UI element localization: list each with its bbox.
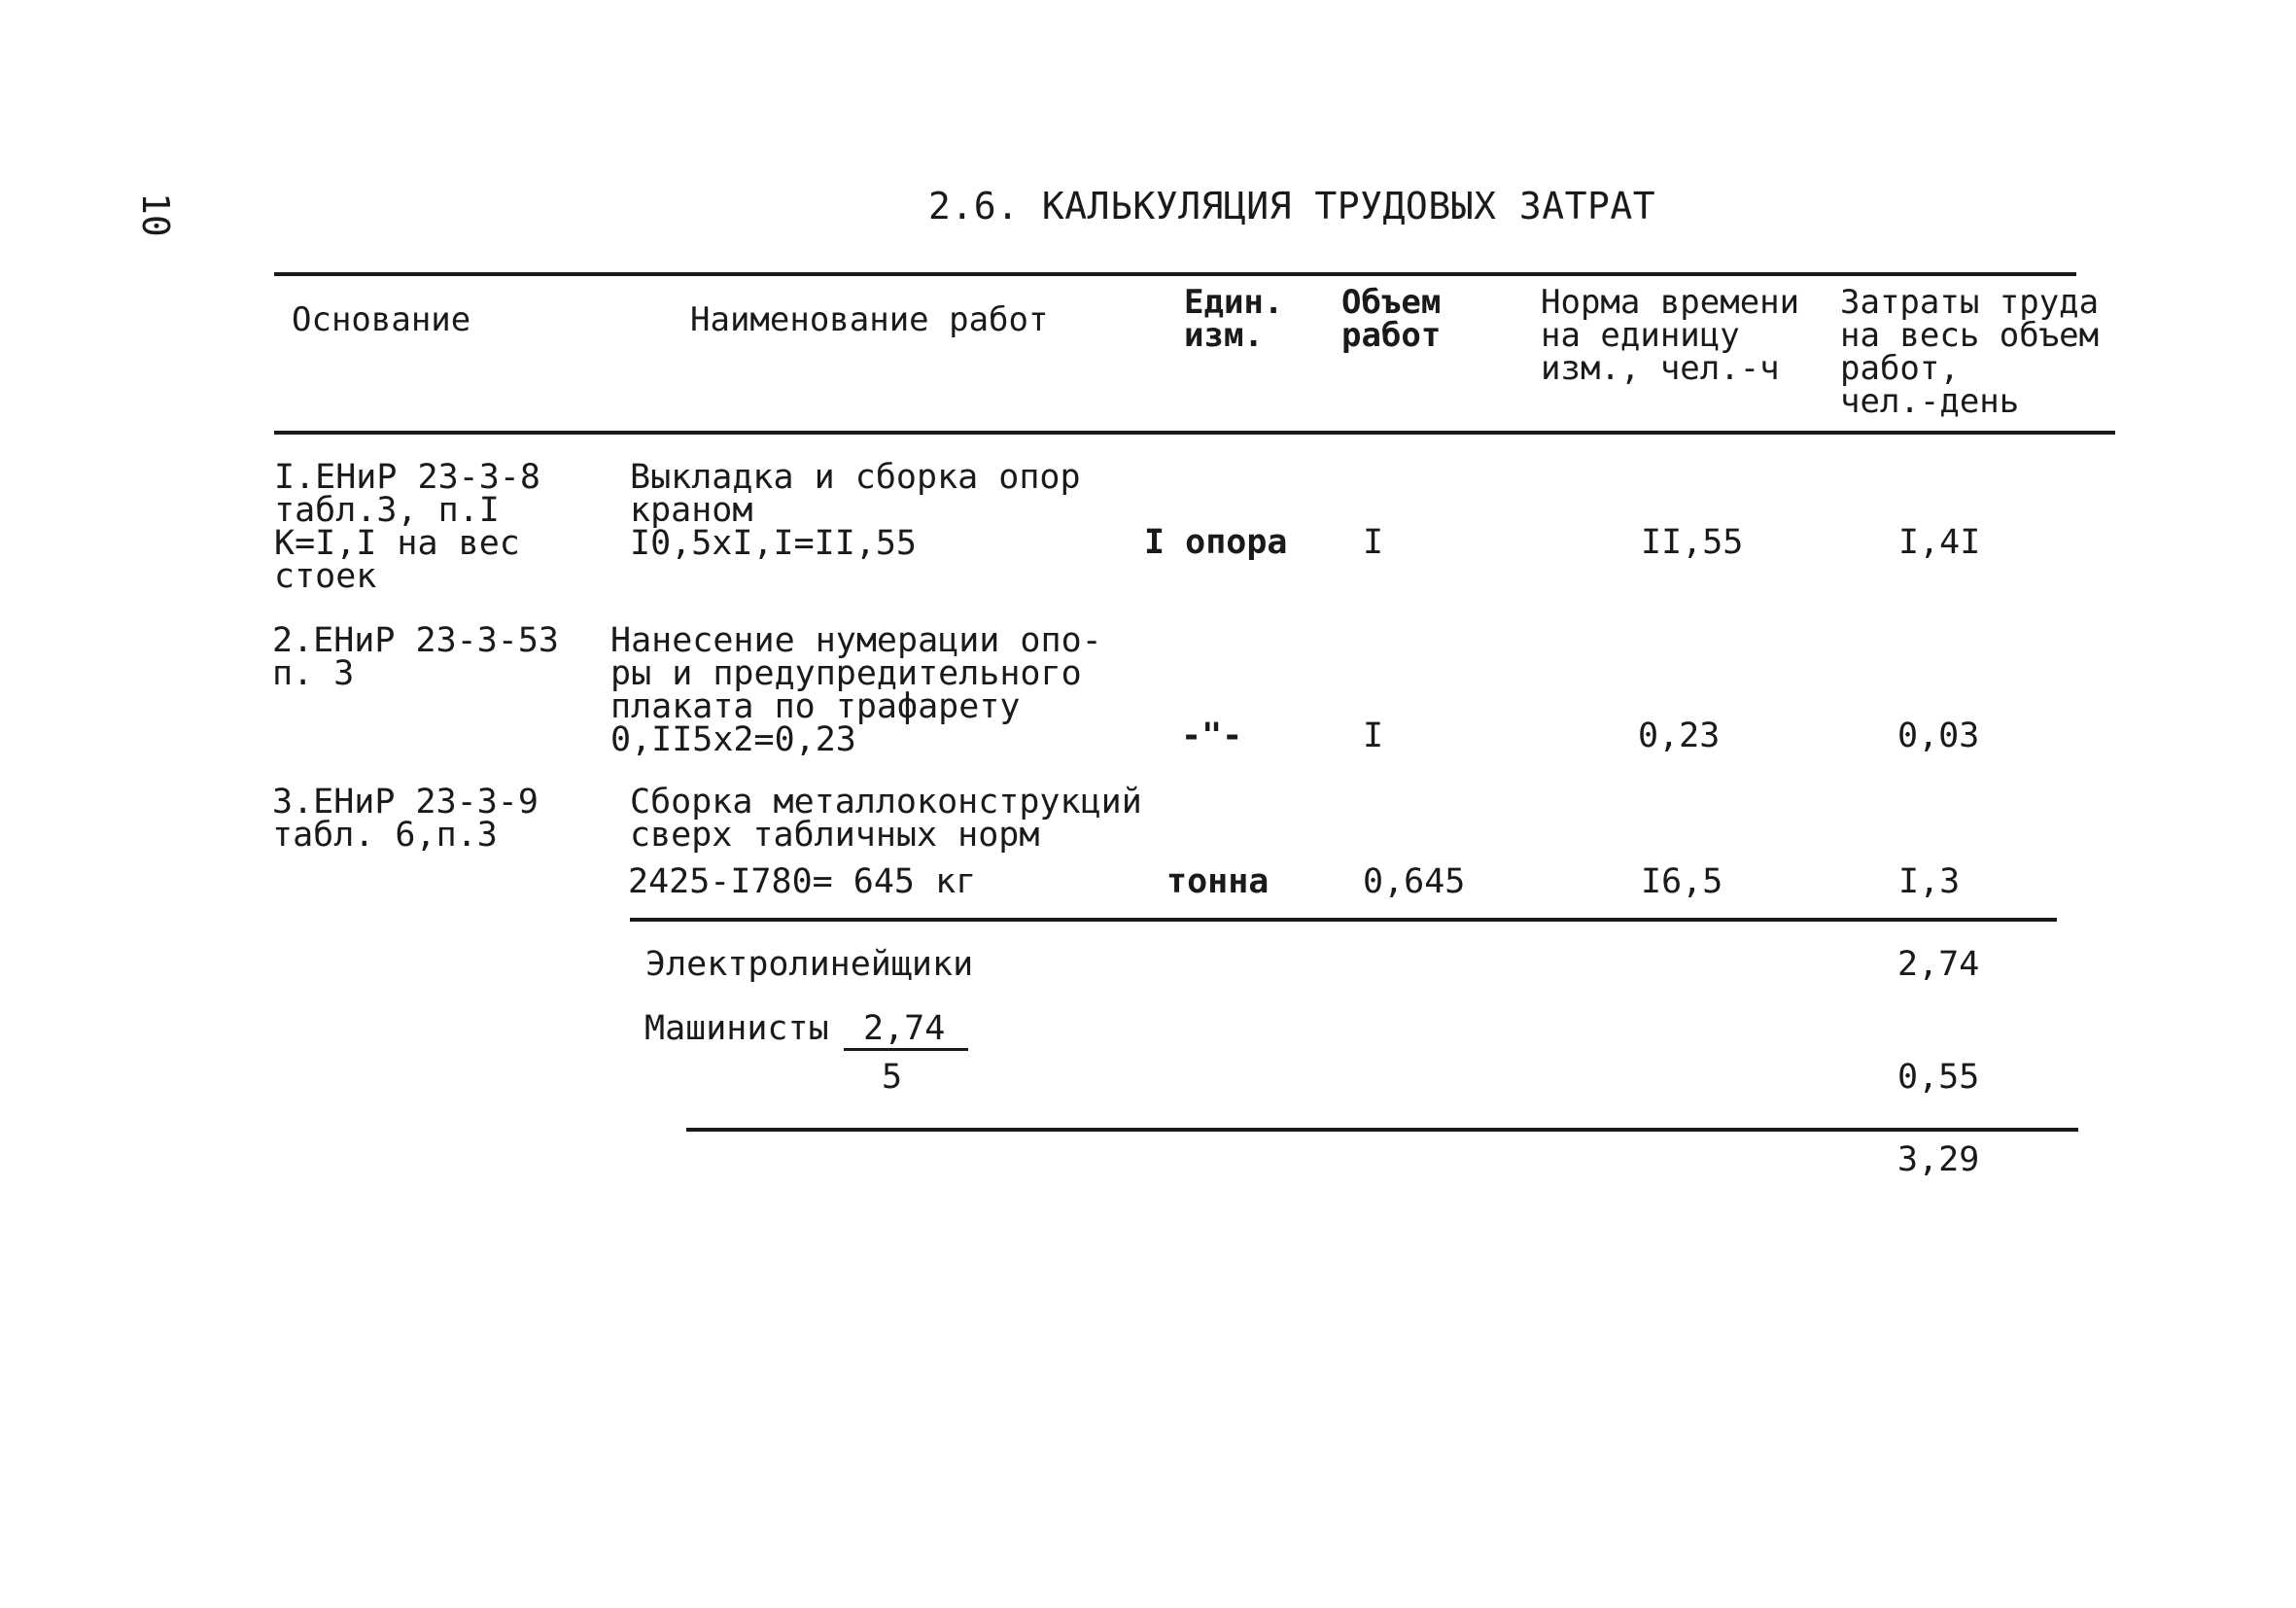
row-3-time-norm: I6,5 bbox=[1641, 862, 1723, 901]
row-1-time-norm: II,55 bbox=[1641, 523, 1744, 562]
row-3-basis: 3.ЕНиР 23-3-9 табл. 6,п.3 bbox=[272, 783, 539, 855]
header-basis: Основание bbox=[292, 300, 471, 339]
row-3-volume: 0,645 bbox=[1363, 862, 1466, 901]
row-2-basis: 2.ЕНиР 23-3-53 п. 3 bbox=[272, 621, 560, 693]
page-title: 2.6. КАЛЬКУЛЯЦИЯ ТРУДОВЫХ ЗАТРАТ bbox=[928, 185, 1656, 227]
row-1-basis: I.ЕНиР 23-3-8 табл.3, п.I К=I,I на вес стоек bbox=[274, 458, 540, 596]
header-labor-cost: Затраты труда на весь объем работ, чел.-день bbox=[1840, 283, 2100, 421]
electric-linemen-label: Электролинейщики bbox=[645, 945, 974, 984]
fraction-bar bbox=[844, 1048, 968, 1051]
total-value: 3,29 bbox=[1897, 1140, 1980, 1179]
row-3-work-name: Сборка металлоконструкций сверх табличных норм bbox=[630, 783, 1142, 855]
header-unit: Един. изм. bbox=[1184, 283, 1284, 355]
page-number: 10 bbox=[134, 192, 177, 237]
header-bottom-rule bbox=[274, 431, 2115, 435]
row-3-labor-cost: I,3 bbox=[1898, 862, 1961, 901]
row-2-volume: I bbox=[1363, 717, 1384, 755]
header-work-name: Наименование работ bbox=[690, 300, 1049, 339]
row-2-unit: -"- bbox=[1181, 717, 1243, 755]
row-2-time-norm: 0,23 bbox=[1638, 717, 1721, 755]
rows-bottom-rule bbox=[630, 918, 2057, 922]
table-top-rule bbox=[274, 272, 2076, 276]
row-1-unit: I опора bbox=[1144, 523, 1288, 562]
electric-linemen-value: 2,74 bbox=[1897, 945, 1980, 984]
machinists-fraction-numerator: 2,74 bbox=[863, 1009, 946, 1048]
total-rule bbox=[686, 1128, 2078, 1132]
row-1-volume: I bbox=[1363, 523, 1384, 562]
row-2-work-name: Нанесение нумерации опо- ры и предупредительного плаката по трафарету 0,II5х2=0,23 bbox=[610, 621, 1102, 759]
machinists-fraction-denominator: 5 bbox=[882, 1058, 903, 1097]
machinists-value: 0,55 bbox=[1897, 1058, 1980, 1097]
machinists-label: Машинисты bbox=[644, 1009, 829, 1048]
row-2-labor-cost: 0,03 bbox=[1897, 717, 1980, 755]
header-time-norm: Норма времени на единицу изм., чел.-ч bbox=[1541, 283, 1800, 388]
row-3-work-calc: 2425-I780= 645 кг bbox=[628, 862, 977, 901]
row-3-unit: тонна bbox=[1166, 862, 1270, 901]
row-1-labor-cost: I,4I bbox=[1898, 523, 1981, 562]
row-1-work-name: Выкладка и сборка опор краном I0,5хI,I=II,55 bbox=[630, 458, 1081, 563]
header-volume: Объем работ bbox=[1341, 283, 1442, 355]
